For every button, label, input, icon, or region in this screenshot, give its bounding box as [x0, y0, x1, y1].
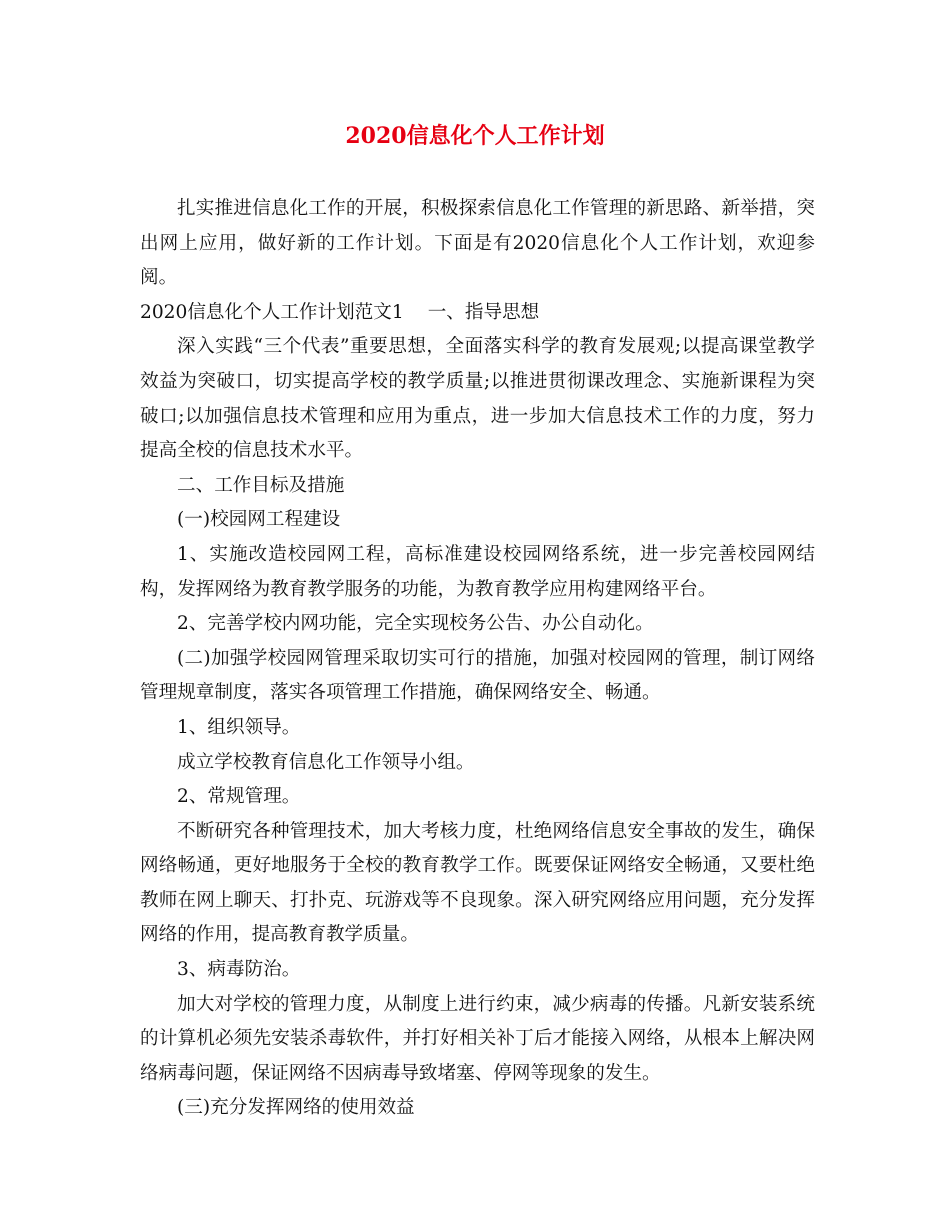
item-2-2-heading: 2、常规管理。 — [177, 786, 301, 808]
sample-heading-text: 2020信息化个人工作计划范文1 — [140, 301, 404, 323]
paragraph-guiding: 深入实践“三个代表”重要思想，全面落实科学的教育发展观;以提高课堂教学效益为突破口，切实提高学校的教学质量;以推进贯彻课改理念、实施新课程为突破口;以加强信息技术管理和应用为重点，进一步加大信息技术工作的力度，努力提高全校的信息技术水平。 — [140, 336, 815, 462]
section-heading-guiding: 一、指导思想 — [427, 301, 540, 323]
item-2-1-body: 成立学校教育信息化工作领导小组。 — [177, 751, 475, 773]
paragraph-sample-heading — [140, 296, 815, 331]
section-heading-goals: 二、工作目标及措施 — [177, 474, 345, 496]
section-heading-1: (一)校园网工程建设 — [177, 509, 341, 531]
item-2-2-body: 不断研究各种管理技术，加大考核力度，杜绝网络信息安全事故的发生，确保网络畅通，更好地服务于全校的教育教学工作。既要保证网络安全畅通，又要杜绝教师在网上聊天、打扑克、玩游戏等不良现象。深入研究网络应用问题，充分发挥网络的作用，提高教育教学质量。 — [140, 820, 815, 946]
section-heading-3: (三)充分发挥网络的使用效益 — [177, 1097, 415, 1119]
paragraph-1-1: 1、实施改造校园网工程，高标准建设校园网络系统，进一步完善校园网结构，发挥网络为教育教学服务的功能，为教育教学应用构建网络平台。 — [140, 543, 815, 600]
document-title: 2020信息化个人工作计划 — [345, 123, 605, 149]
item-2-3-body: 加大对学校的管理力度，从制度上进行约束，减少病毒的传播。凡新安装系统的计算机必须先安装杀毒软件，并打好相关补丁后才能接入网络，从根本上解决网络病毒问题，保证网络不因病毒导致堵塞、停网等现象的发生。 — [140, 993, 815, 1084]
paragraph-intro: 扎实推进信息化工作的开展，积极探索信息化工作管理的新思路、新举措，突出网上应用，做好新的工作计划。下面是有2020信息化个人工作计划，欢迎参阅。 — [140, 198, 815, 289]
item-2-3-heading: 3、病毒防治。 — [177, 959, 301, 981]
paragraph-section-2: (二)加强学校园网管理采取切实可行的措施，加强对校园网的管理，制订网络管理规章制度，落实各项管理工作措施，确保网络安全、畅通。 — [140, 647, 815, 704]
paragraph-1-2: 2、完善学校内网功能，完全实现校务公告、办公自动化。 — [177, 613, 654, 635]
item-2-1-heading: 1、组织领导。 — [177, 716, 301, 738]
document-body — [140, 192, 815, 1126]
